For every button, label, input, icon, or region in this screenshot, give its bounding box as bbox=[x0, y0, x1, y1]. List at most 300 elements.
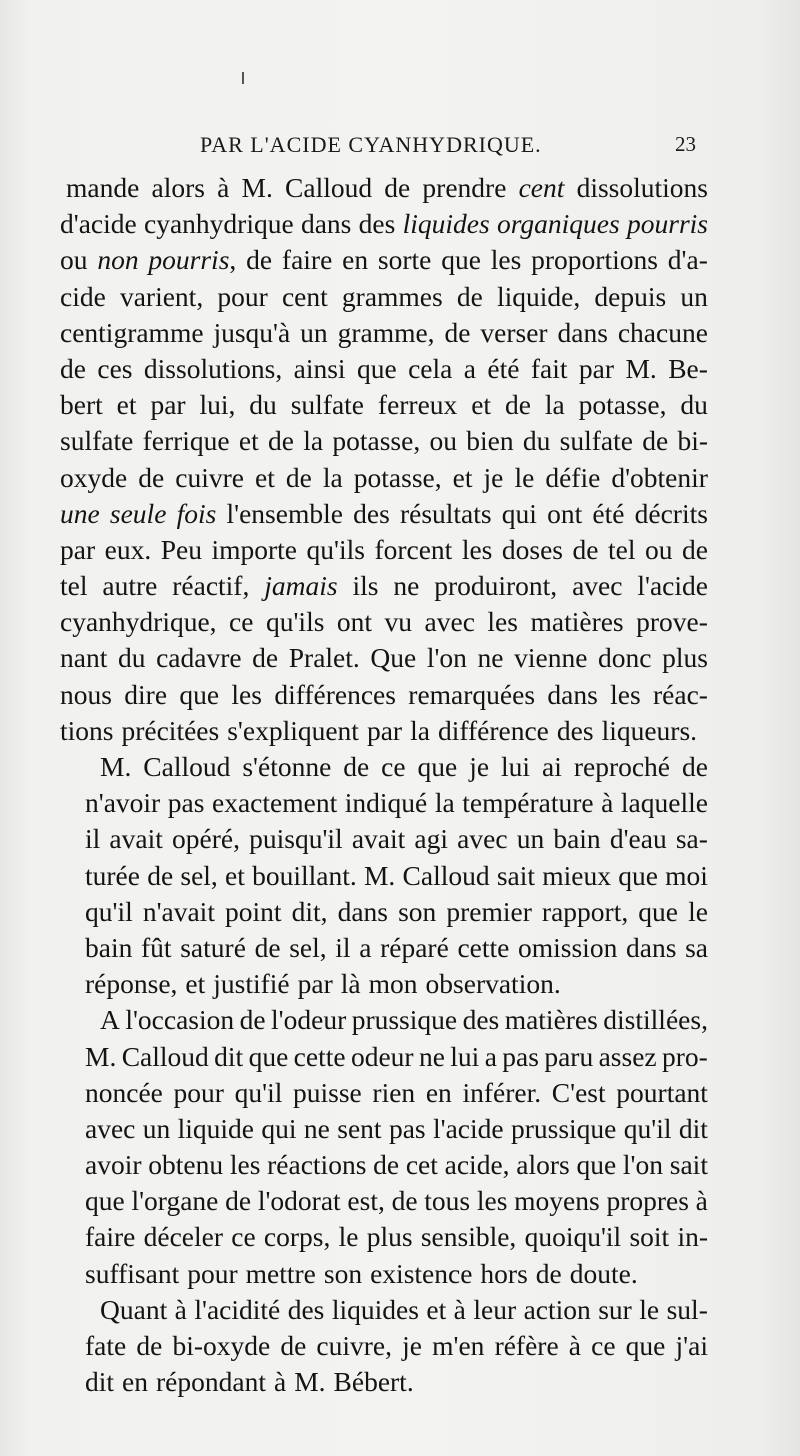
word: inférer. bbox=[462, 1076, 542, 1108]
word: pas bbox=[502, 1040, 539, 1072]
word: faire bbox=[281, 244, 333, 276]
text-line bbox=[60, 1183, 708, 1219]
word: pour bbox=[217, 280, 268, 312]
word: nant bbox=[60, 642, 108, 674]
word: justifié bbox=[213, 968, 290, 1000]
word: l'occasion bbox=[125, 1004, 235, 1036]
word: que bbox=[85, 1185, 125, 1217]
word: décrits bbox=[634, 497, 708, 529]
text-line bbox=[60, 1111, 708, 1147]
word: d'eau bbox=[609, 823, 667, 855]
word: que bbox=[248, 1040, 289, 1072]
word: tions bbox=[60, 714, 114, 746]
text-line bbox=[60, 604, 708, 640]
word: cide bbox=[60, 280, 106, 312]
word: déceler bbox=[143, 1221, 223, 1253]
word: sait bbox=[496, 859, 536, 891]
word: que bbox=[179, 678, 220, 710]
word: lui bbox=[450, 1040, 480, 1072]
word: la bbox=[434, 787, 455, 819]
word: ferreux bbox=[377, 389, 458, 421]
word: fût bbox=[141, 931, 172, 963]
text-line bbox=[60, 1002, 708, 1038]
word: chacune bbox=[617, 316, 708, 348]
word: de bbox=[138, 461, 165, 493]
word: prussique bbox=[510, 1112, 617, 1144]
word: de bbox=[280, 1330, 307, 1361]
word: que bbox=[576, 1149, 617, 1181]
text-line bbox=[60, 1256, 708, 1292]
text-line bbox=[60, 858, 708, 894]
word: Calloud bbox=[285, 172, 373, 203]
word: il bbox=[335, 931, 351, 963]
word: ne bbox=[418, 1040, 445, 1072]
word: liquides bbox=[402, 208, 490, 240]
word: que bbox=[618, 859, 658, 891]
word: pour bbox=[187, 1257, 238, 1289]
word: à bbox=[174, 1293, 187, 1325]
word: de bbox=[285, 461, 312, 493]
word: est, bbox=[347, 1185, 385, 1217]
word: s'expliquent bbox=[227, 714, 359, 746]
word: la bbox=[303, 425, 324, 457]
word: des bbox=[287, 1293, 325, 1325]
text-line bbox=[60, 532, 708, 568]
word: les bbox=[461, 533, 493, 565]
word: une bbox=[60, 497, 100, 529]
word: sul- bbox=[666, 1293, 708, 1325]
word: mon bbox=[368, 968, 418, 1000]
word: assez bbox=[598, 1040, 657, 1072]
word: prove- bbox=[636, 606, 708, 638]
word: il bbox=[85, 823, 101, 855]
word: de bbox=[225, 1185, 252, 1217]
word: cette bbox=[457, 931, 510, 963]
word: cyanhydrique, bbox=[60, 606, 217, 638]
word: et bbox=[185, 968, 206, 1000]
word: dire bbox=[124, 678, 168, 710]
word: de bbox=[252, 642, 279, 674]
word: d'obtenir bbox=[611, 461, 708, 493]
text-line bbox=[60, 1075, 708, 1111]
word: Quant bbox=[100, 1293, 168, 1325]
word: son bbox=[398, 895, 437, 927]
word: avec bbox=[424, 606, 475, 638]
word: ne bbox=[393, 570, 420, 602]
word: n'avoir bbox=[85, 787, 161, 819]
word: centigramme bbox=[60, 316, 204, 348]
word: un bbox=[680, 280, 708, 312]
word: action bbox=[523, 1293, 591, 1325]
word: forcent bbox=[374, 533, 453, 565]
word: puisqu'il bbox=[249, 823, 343, 855]
word: d'acide bbox=[60, 208, 137, 240]
word: de bbox=[642, 425, 669, 457]
word: Peu bbox=[160, 533, 202, 565]
word: des bbox=[556, 714, 594, 746]
word: cyanhydrique bbox=[144, 208, 294, 240]
word: vienne bbox=[514, 642, 588, 674]
word: l'odeur bbox=[271, 1004, 347, 1036]
word: ou bbox=[644, 533, 673, 565]
word: l'organe bbox=[131, 1185, 219, 1217]
word: l'on bbox=[622, 1149, 664, 1181]
word: avec bbox=[572, 570, 623, 602]
word: point bbox=[225, 895, 282, 927]
word: cent bbox=[518, 172, 565, 203]
text-line bbox=[60, 1147, 708, 1183]
word: pourris bbox=[627, 208, 708, 240]
word: Be- bbox=[668, 352, 708, 384]
word: dit bbox=[678, 1112, 708, 1144]
word: les bbox=[231, 678, 262, 710]
word: par bbox=[297, 968, 333, 1000]
word: fois bbox=[176, 497, 217, 529]
word: différence bbox=[437, 714, 549, 746]
word: de bbox=[239, 1004, 266, 1036]
word: été bbox=[487, 352, 520, 384]
word: ont bbox=[336, 606, 373, 638]
word: température bbox=[462, 787, 594, 819]
text-line bbox=[60, 930, 708, 966]
word: réfère bbox=[494, 1330, 559, 1361]
word: sait bbox=[669, 1149, 708, 1181]
word: A bbox=[100, 1004, 120, 1036]
word: bain bbox=[553, 823, 601, 855]
word: de bbox=[681, 751, 708, 782]
word: potasse, bbox=[332, 425, 421, 457]
word: sa- bbox=[675, 823, 708, 855]
word: de bbox=[535, 1257, 562, 1289]
word: depuis bbox=[594, 280, 667, 312]
word: les bbox=[476, 1185, 508, 1217]
word: dissolutions, bbox=[143, 352, 283, 384]
word: non bbox=[97, 244, 139, 276]
word: avec bbox=[457, 823, 508, 855]
word: mettre bbox=[245, 1257, 316, 1289]
word: par bbox=[578, 352, 615, 384]
word: pro- bbox=[662, 1040, 708, 1072]
word: à bbox=[453, 1293, 466, 1325]
word: sent bbox=[337, 1112, 382, 1144]
word: avait bbox=[351, 823, 406, 855]
word: de bbox=[147, 859, 174, 891]
text-line bbox=[60, 749, 708, 785]
word: donc bbox=[598, 642, 652, 674]
text-line bbox=[60, 677, 708, 713]
word: ne bbox=[303, 1112, 330, 1144]
word: par bbox=[150, 389, 186, 421]
word: résultats bbox=[399, 497, 492, 529]
word: noncée bbox=[85, 1076, 163, 1108]
word: avec bbox=[85, 1112, 136, 1144]
body-text bbox=[60, 170, 708, 1400]
word: M. bbox=[85, 1040, 117, 1072]
word: Calloud bbox=[143, 751, 231, 782]
word: à bbox=[568, 1330, 581, 1361]
word: M. bbox=[100, 751, 132, 782]
word: dans bbox=[337, 895, 389, 927]
word: de bbox=[246, 244, 273, 276]
word: un bbox=[516, 823, 545, 855]
word: cet bbox=[405, 1149, 438, 1181]
word: moyens bbox=[514, 1185, 600, 1217]
word: pourris, bbox=[148, 244, 237, 276]
word: ce bbox=[591, 1330, 616, 1361]
word: et bbox=[225, 859, 245, 891]
word: que bbox=[625, 1330, 666, 1361]
page-number: 23 bbox=[675, 132, 696, 156]
word: cuivre, bbox=[316, 1330, 393, 1361]
word: précitées bbox=[121, 714, 220, 746]
word: de bbox=[444, 316, 471, 348]
word: répondant bbox=[156, 1366, 266, 1398]
word: de bbox=[504, 389, 531, 421]
word: les bbox=[229, 1149, 261, 1181]
word: turée bbox=[85, 859, 140, 891]
text-line bbox=[60, 713, 708, 749]
word: quoiqu'il bbox=[524, 1221, 622, 1253]
word: le bbox=[639, 1293, 660, 1325]
word: réactif, bbox=[172, 570, 250, 602]
word: qui bbox=[501, 497, 537, 529]
word: dans bbox=[300, 208, 352, 240]
word: ils bbox=[352, 570, 379, 602]
word: bien bbox=[466, 425, 514, 457]
text-line bbox=[60, 279, 708, 315]
word: sulfate bbox=[290, 389, 364, 421]
word: sur bbox=[598, 1293, 632, 1325]
word: et bbox=[238, 425, 259, 457]
word: par bbox=[60, 533, 96, 565]
word: omission bbox=[518, 931, 618, 963]
word: M. bbox=[625, 352, 657, 384]
text-line bbox=[60, 1328, 708, 1364]
word: distillées, bbox=[603, 1004, 708, 1036]
text-line bbox=[60, 640, 708, 676]
word: leur bbox=[473, 1293, 517, 1325]
word: grammes bbox=[341, 280, 443, 312]
word: fait bbox=[530, 352, 568, 384]
text-line bbox=[60, 966, 708, 1002]
word: tel bbox=[60, 570, 88, 602]
text-line bbox=[60, 894, 708, 930]
word: matières bbox=[504, 1004, 598, 1036]
word: plus bbox=[662, 642, 708, 674]
word: réac- bbox=[653, 678, 708, 710]
word: en bbox=[342, 244, 369, 276]
word: Que bbox=[370, 642, 417, 674]
word: pas bbox=[167, 787, 205, 819]
word: le bbox=[688, 895, 708, 927]
text-line bbox=[60, 821, 708, 857]
word: du bbox=[117, 642, 146, 674]
text-line bbox=[60, 1039, 708, 1075]
word: eux. bbox=[104, 533, 152, 565]
word: jamais bbox=[264, 570, 338, 602]
word: du bbox=[522, 425, 551, 457]
word: de bbox=[254, 931, 281, 963]
text-line bbox=[60, 785, 708, 821]
word: oxyde bbox=[60, 461, 128, 493]
word: prussique bbox=[351, 1004, 458, 1036]
word: dissolutions bbox=[576, 172, 708, 203]
word: en bbox=[425, 1076, 452, 1108]
word: a bbox=[359, 931, 372, 963]
word: sulfate bbox=[60, 425, 134, 457]
word: a bbox=[484, 1040, 497, 1072]
page-header bbox=[200, 132, 696, 160]
word: agi bbox=[414, 823, 449, 855]
text-line bbox=[60, 496, 708, 532]
word: qu'il bbox=[623, 1112, 672, 1144]
text-line bbox=[60, 315, 708, 351]
word: exactement bbox=[212, 787, 338, 819]
word: ce bbox=[229, 606, 254, 638]
word: le bbox=[338, 1221, 359, 1253]
word: les bbox=[610, 678, 641, 710]
word: sel, bbox=[289, 931, 327, 963]
word: des bbox=[358, 208, 396, 240]
word: sorte bbox=[377, 244, 432, 276]
word: sel, bbox=[180, 859, 218, 891]
word: à bbox=[273, 1366, 287, 1398]
word: de bbox=[391, 1185, 418, 1217]
word: ou bbox=[429, 425, 457, 457]
word: pourtant bbox=[616, 1076, 708, 1108]
ink-mark bbox=[242, 72, 244, 84]
word: bi- bbox=[677, 425, 708, 457]
word: je bbox=[469, 751, 490, 782]
word: ont bbox=[547, 497, 583, 529]
word: dans bbox=[625, 931, 677, 963]
word: bert bbox=[60, 389, 103, 421]
word: de bbox=[373, 1149, 400, 1181]
word: M. bbox=[363, 859, 396, 891]
word: l'ensemble bbox=[226, 497, 343, 529]
word: été bbox=[592, 497, 625, 529]
word: réparé bbox=[380, 931, 449, 963]
word: m'en bbox=[432, 1330, 485, 1361]
word: existence bbox=[370, 1257, 473, 1289]
word: défie bbox=[545, 461, 601, 493]
word: tel bbox=[607, 533, 636, 565]
word: les bbox=[487, 606, 518, 638]
word: je bbox=[402, 1330, 422, 1361]
word: cent bbox=[281, 280, 328, 312]
word: dit, bbox=[291, 895, 328, 927]
word: cadavre bbox=[156, 642, 242, 674]
word: reproché bbox=[573, 751, 671, 782]
word: réponse, bbox=[85, 968, 178, 1000]
word: qu'ils bbox=[306, 533, 365, 565]
word: avait bbox=[109, 823, 163, 855]
word: premier bbox=[446, 895, 532, 927]
word: propres bbox=[606, 1185, 689, 1217]
text-line bbox=[60, 387, 708, 423]
word: du bbox=[249, 389, 277, 421]
word: doute. bbox=[569, 1257, 638, 1289]
word: de bbox=[60, 352, 86, 384]
word: ferrique bbox=[142, 425, 230, 457]
word: et bbox=[255, 461, 275, 493]
word: de bbox=[384, 172, 411, 203]
word: dit bbox=[85, 1366, 115, 1398]
word: corps, bbox=[263, 1221, 331, 1253]
word: gramme, bbox=[337, 316, 435, 348]
word: potasse, bbox=[578, 389, 667, 421]
word: tous bbox=[424, 1185, 471, 1217]
word: proportions bbox=[531, 244, 658, 276]
word: que bbox=[638, 895, 678, 927]
word: a bbox=[463, 352, 476, 384]
word: cela bbox=[408, 352, 453, 384]
word: produiront, bbox=[434, 570, 558, 602]
word: saturé bbox=[180, 931, 246, 963]
word: opéré, bbox=[172, 823, 240, 855]
word: liquide bbox=[177, 1112, 255, 1144]
text-line bbox=[60, 568, 708, 604]
word: dans bbox=[557, 316, 608, 348]
word: je bbox=[483, 461, 504, 493]
word: soit bbox=[629, 1221, 670, 1253]
word: un bbox=[142, 1112, 171, 1144]
word: cuivre bbox=[175, 461, 244, 493]
word: à bbox=[695, 1185, 708, 1217]
word: vu bbox=[384, 606, 413, 638]
word: rien bbox=[372, 1076, 416, 1108]
word: Calloud bbox=[402, 859, 490, 891]
word: un bbox=[300, 316, 328, 348]
word: ai bbox=[542, 751, 562, 782]
word: que bbox=[356, 352, 397, 384]
word: la bbox=[410, 714, 430, 746]
word: de bbox=[343, 751, 370, 782]
word: cette bbox=[293, 1040, 346, 1072]
text-line bbox=[60, 206, 708, 242]
word: et bbox=[116, 389, 137, 421]
word: ainsi bbox=[293, 352, 346, 384]
text-line bbox=[60, 1292, 708, 1328]
word: verser bbox=[480, 316, 548, 348]
word: mande bbox=[66, 172, 140, 203]
word: et bbox=[471, 389, 492, 421]
word: mieux bbox=[542, 859, 612, 891]
word: observation. bbox=[425, 968, 561, 1000]
word: Calloud bbox=[121, 1040, 209, 1072]
word: des bbox=[353, 497, 390, 529]
word: potasse, bbox=[353, 461, 442, 493]
word: le bbox=[514, 461, 535, 493]
word: des bbox=[462, 1004, 500, 1036]
word: les bbox=[490, 244, 522, 276]
word: rapport, bbox=[541, 895, 629, 927]
word: Bébert. bbox=[333, 1366, 414, 1398]
word: et bbox=[426, 1293, 447, 1325]
word: laquelle bbox=[620, 787, 708, 819]
word: seule bbox=[109, 497, 167, 529]
word: autre bbox=[102, 570, 158, 602]
word: du bbox=[680, 389, 708, 421]
word: son bbox=[323, 1257, 363, 1289]
word: varient, bbox=[119, 280, 204, 312]
text-line bbox=[60, 423, 708, 459]
word: suffisant bbox=[85, 1257, 180, 1289]
word: en bbox=[122, 1366, 148, 1398]
word: ou bbox=[60, 244, 88, 276]
word: l'acidité bbox=[194, 1293, 281, 1325]
word: faire bbox=[85, 1221, 136, 1253]
